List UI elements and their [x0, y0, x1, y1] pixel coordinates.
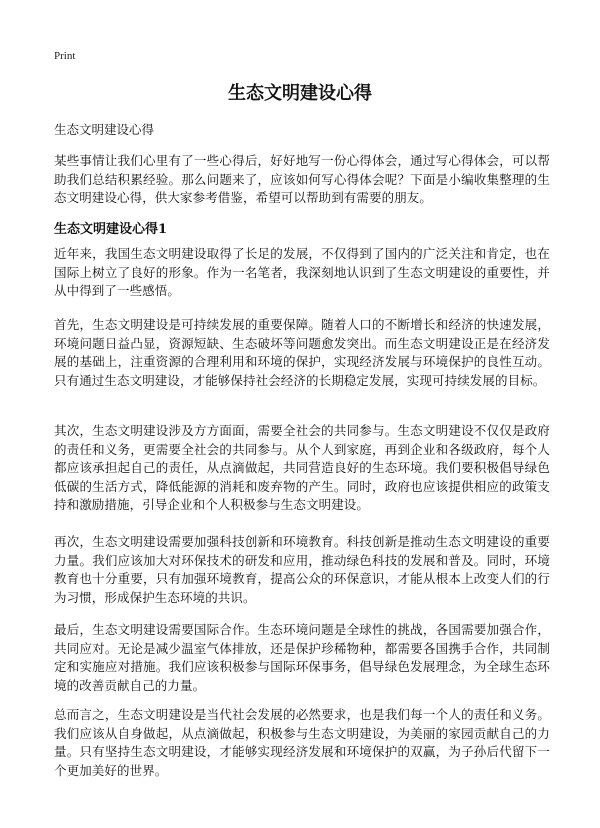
section-heading: 生态文明建设心得1 [54, 222, 168, 237]
print-link[interactable]: Print [54, 50, 76, 62]
body-paragraph: 其次，生态文明建设涉及方方面面，需要全社会的共同参与。生态文明建设不仅仅是政府的责任和义务，更需要全社会的共同参与。从个人到家庭，再到企业和各级政府，每个人都应该承担起自己的责任，从点滴做起，共同营造良好的生态环境。我们要积极倡导绿色低碳的生活方式，降低能源的消耗和废弃物的产生。同时，政府也应该提供相应的政策支持和激励措施，引导企业和个人积极参与生态文明建设。 [54, 423, 550, 513]
body-paragraph: 再次，生态文明建设需要加强科技创新和环境教育。科技创新是推动生态文明建设的重要力量。我们应该加大对环保技术的研发和应用，推动绿色科技的发展和普及。同时，环境教育也十分重要，只有加强环境教育，提高公众的环保意识，才能从根本上改变人们的行为习惯，形成保护生态环境的共识。 [54, 534, 550, 605]
document-subtitle: 生态文明建设心得 [54, 122, 155, 137]
page-title: 生态文明建设心得 [228, 83, 372, 104]
body-paragraph: 近年来，我国生态文明建设取得了长足的发展，不仅得到了国内的广泛关注和肯定，也在国际上树立了良好的形象。作为一名笔者，我深刻地认识到了生态文明建设的重要性，并从中得到了一些感悟。 [54, 246, 550, 299]
body-paragraph: 总而言之，生态文明建设是当代社会发展的必然要求，也是我们每一个人的责任和义务。我们应该从自身做起，从点滴做起，积极参与生态文明建设，为美丽的家园贡献自己的力量。只有坚持生态文明建设，才能够实现经济发展和环境保护的双赢，为子孙后代留下一个更加美好的世界。 [54, 707, 550, 778]
intro-paragraph: 某些事情让我们心里有了一些心得后，好好地写一份心得体会，通过写心得体会，可以帮助我们总结积累经验。那么问题来了，应该如何写心得体会呢？下面是小编收集整理的生态文明建设心得，供大家参考借鉴，希望可以帮助到有需要的朋友。 [54, 153, 550, 206]
body-paragraph: 首先，生态文明建设是可持续发展的重要保障。随着人口的不断增长和经济的快速发展，环境问题日益凸显，资源短缺、生态破坏等问题愈发突出。而生态文明建设正是在经济发展的基础上，注重资源的合理利用和环境的保护，实现经济发展与环境保护的良性互动。只有通过生态文明建设，才能够保持社会经济的长期稳定发展，实现可持续发展的目标。 [54, 317, 550, 388]
body-paragraph: 最后，生态文明建设需要国际合作。生态环境问题是全球性的挑战，各国需要加强合作，共同应对。无论是减少温室气体排放，还是保护珍稀物种，都需要各国携手合作，共同制定和实施应对措施。我们应该积极参与国际环保事务，倡导绿色发展理念，为全球生态环境的改善贡献自己的力量。 [54, 622, 550, 693]
